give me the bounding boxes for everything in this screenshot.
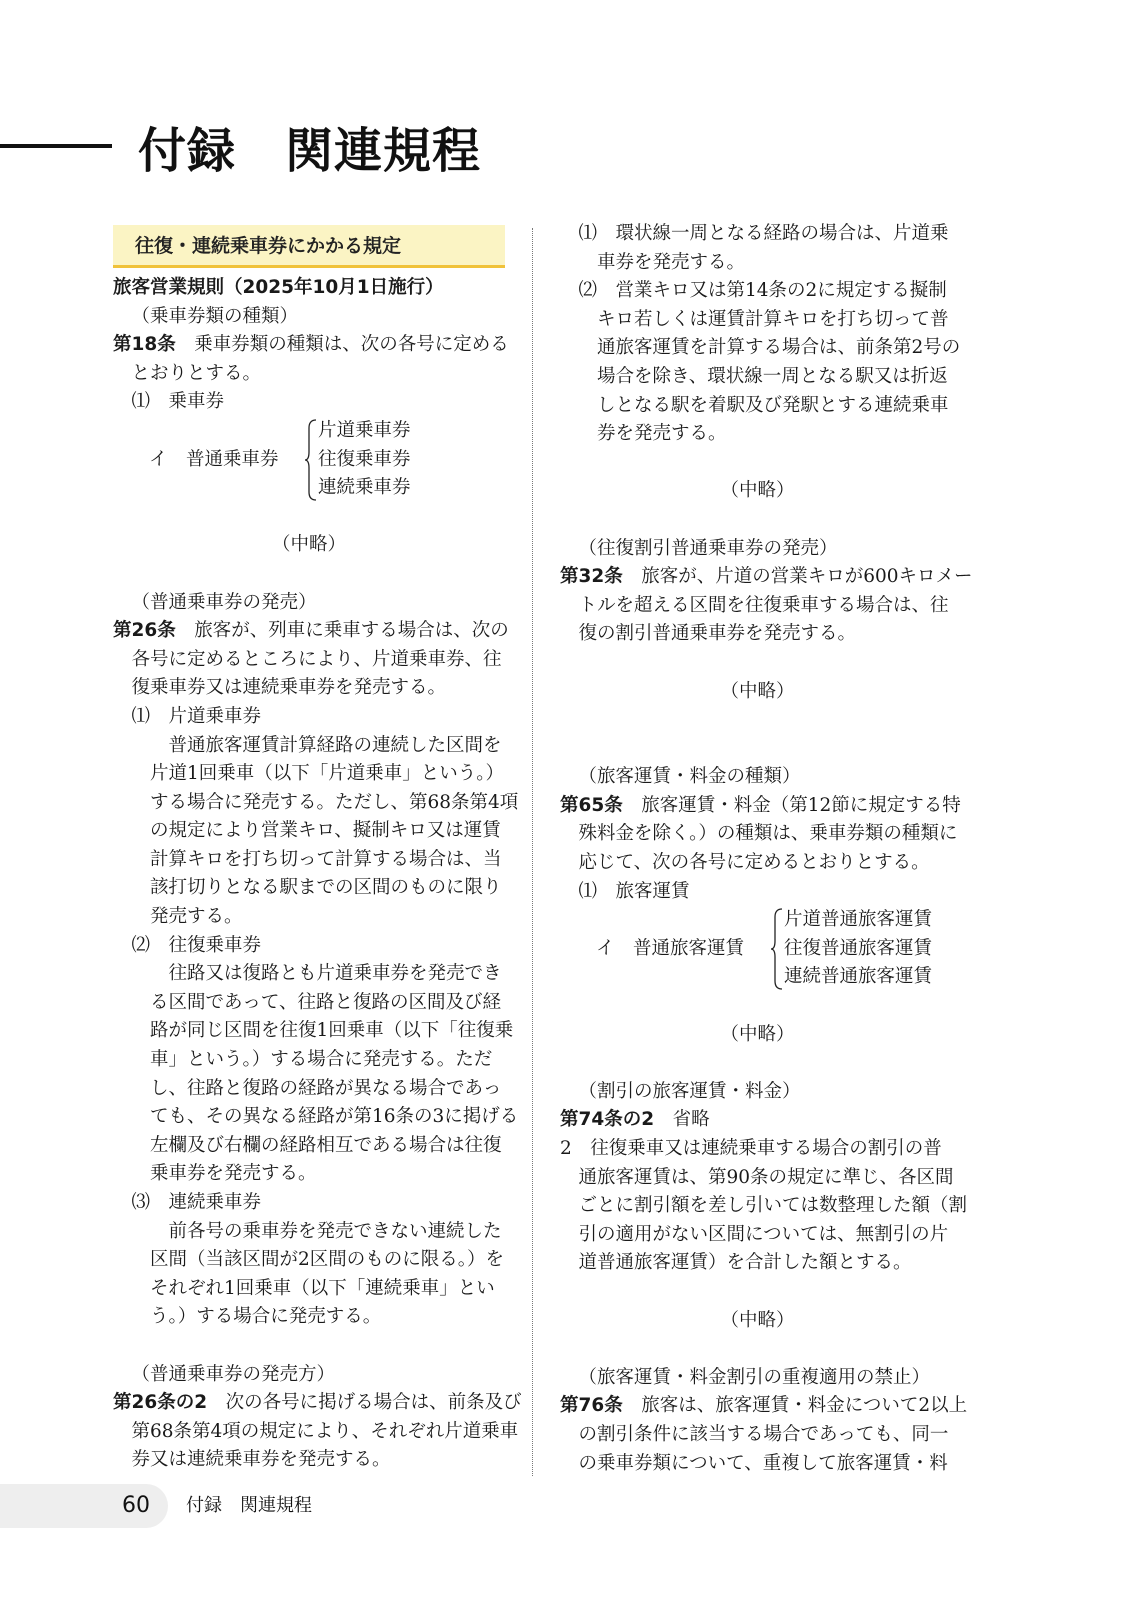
item-text: 前各号の乗車券を発売できない連続した [168, 1220, 502, 1242]
item-text: キロ若しくは運賃計算キロを打ち切って普 [597, 308, 949, 330]
article-number: 第26条の2 [113, 1392, 208, 1414]
item-title: ⑵ 往復乗車券 [131, 934, 262, 956]
brace-item: 往復普通旅客運賃 [784, 937, 933, 959]
omission-mark: （中略） [720, 680, 795, 702]
article-text: 次の各号に掲げる場合は、前条及び [207, 1392, 522, 1414]
article-text: 各号に定めるところにより、片道乗車券、往 [131, 648, 502, 670]
brace-item: 連続乗車券 [318, 477, 411, 499]
item-text: 該打切りとなる駅までの区間のものに限り [150, 877, 502, 899]
paragraph-text: 通旅客運賃は、第90条の規定に準じ、各区間 [578, 1166, 954, 1188]
article-text: 復乗車券又は連続乗車券を発売する。 [131, 677, 447, 699]
column-divider [532, 228, 533, 1476]
brace-label: イ 普通旅客運賃 [596, 937, 745, 959]
brace-label: イ 普通乗車券 [149, 448, 279, 470]
article-caption: （旅客運賃・料金の種類） [578, 766, 801, 788]
article-76 [560, 1392, 968, 1421]
article-26 [113, 617, 509, 646]
item-text: う。）する場合に発売する。 [150, 1306, 382, 1328]
article-text: 殊料金を除く。）の種類は、乗車券類の種類に [578, 823, 958, 845]
article-text: 旅客は、旅客運賃・料金について2以上 [622, 1395, 968, 1417]
article-number: 第32条 [560, 566, 623, 588]
ticket-type-brace [113, 417, 505, 503]
article-caption: （往復割引普通乗車券の発売） [578, 537, 838, 559]
section-heading: 往復・連続乗車券にかかる規定 [113, 225, 505, 268]
item-title: ⑴ 片道乗車券 [131, 705, 262, 727]
article-text: 旅客が、片道の営業キロが600キロメー [622, 566, 973, 588]
article-18 [113, 331, 509, 360]
item-text: し、往路と復路の経路が異なる場合であっ [150, 1077, 502, 1099]
item-text: ⑵ 営業キロ又は第14条の2に規定する擬制 [578, 280, 947, 302]
fare-type-brace [560, 906, 955, 992]
item-text: 路が同じ区間を往復1回乗車（以下「往復乗 [150, 1020, 514, 1042]
article-text: 乗車券類の種類は、次の各号に定める [175, 334, 509, 356]
article-text: 省略 [654, 1109, 710, 1131]
article-text: トルを超える区間を往復乗車する場合は、往 [578, 594, 949, 616]
article-text: の乗車券類について、重複して旅客運賃・料 [578, 1452, 948, 1474]
brace-list [784, 906, 932, 992]
omission-mark: （中略） [720, 480, 795, 502]
item-text: 券を発売する。 [597, 423, 727, 445]
item-text: 計算キロを打ち切って計算する場合は、当 [150, 848, 502, 870]
article-number: 第18条 [113, 334, 176, 356]
article-65 [560, 792, 961, 821]
brace-item: 片道乗車券 [318, 419, 411, 441]
item-title: ⑴ 旅客運賃 [578, 880, 690, 902]
item-text: 往路又は復路とも片道乗車券を発売でき [168, 963, 502, 985]
article-caption: （普通乗車券の発売） [131, 591, 317, 613]
brace-icon [304, 418, 318, 502]
brace-item: 連続普通旅客運賃 [784, 966, 933, 988]
article-caption: （普通乗車券の発売方） [131, 1363, 336, 1385]
article-number: 第26条 [113, 620, 176, 642]
item-text: 左欄及び右欄の経路相互である場合は往復 [150, 1134, 502, 1156]
article-text: とおりとする。 [131, 362, 262, 384]
brace-icon [770, 907, 784, 991]
right-column [560, 220, 973, 1478]
article-text: 旅客が、列車に乗車する場合は、次の [175, 620, 509, 642]
article-caption: （割引の旅客運賃・料金） [578, 1080, 801, 1102]
item-text: する場合に発売する。ただし、第68条第4項 [150, 791, 519, 813]
item-text: 車」という。）する場合に発売する。ただ [150, 1049, 493, 1071]
article-number: 第76条 [560, 1395, 623, 1417]
running-footer: 付録 関連規程 [186, 1495, 312, 1516]
item-text: る区間であって、往路と復路の区間及び経 [150, 991, 501, 1013]
item-text: 通旅客運賃を計算する場合は、前条第2号の [597, 337, 961, 359]
brace-item: 往復乗車券 [318, 448, 411, 470]
item-text: 場合を除き、環状線一周となる駅又は折返 [597, 365, 948, 387]
paragraph-text: 引の適用がない区間については、無割引の片 [578, 1223, 949, 1245]
page-number: 60 [122, 1493, 150, 1518]
article-caption: （乗車券類の種類） [131, 305, 299, 327]
regulation-source: 旅客営業規則（2025年10月1日施行） [113, 277, 444, 298]
item-text: 乗車券を発売する。 [150, 1163, 317, 1185]
item-text: の規定により営業キロ、擬制キロ又は運賃 [150, 820, 501, 842]
article-caption: （旅客運賃・料金割引の重複適用の禁止） [578, 1366, 931, 1388]
title-rule [0, 144, 112, 148]
article-32 [560, 563, 973, 592]
brace-list [318, 417, 411, 503]
brace-item: 片道普通旅客運賃 [784, 909, 933, 931]
article-text: 券又は連続乗車券を発売する。 [131, 1449, 391, 1471]
item-text: 区間（当該区間が2区間のものに限る。）を [150, 1249, 505, 1271]
paragraph-text: 2 往復乗車又は連続乗車する場合の割引の普 [560, 1138, 942, 1159]
article-number: 第65条 [560, 794, 623, 816]
item-title: ⑴ 乗車券 [131, 391, 225, 413]
item-text: 車券を発売する。 [597, 251, 746, 273]
article-number: 第74条の2 [560, 1109, 655, 1131]
article-text: 復の割引普通乗車券を発売する。 [578, 623, 857, 645]
paragraph-text: ごとに割引額を差し引いては数整理した額（割 [578, 1195, 968, 1217]
item-text: ⑴ 環状線一周となる経路の場合は、片道乗 [578, 223, 949, 244]
item-title: ⑶ 連続乗車券 [131, 1192, 262, 1213]
article-text: 応じて、次の各号に定めるとおりとする。 [578, 852, 930, 874]
omission-mark: （中略） [720, 1309, 795, 1331]
article-text: 第68条第4項の規定により、それぞれ片道乗車 [131, 1420, 519, 1442]
page-title: 付録 関連規程 [138, 123, 482, 179]
omission-mark: （中略） [720, 1023, 795, 1045]
article-74-2 [560, 1106, 955, 1135]
article-26-2 [113, 1389, 522, 1418]
left-column [113, 220, 522, 1475]
item-text: ても、その異なる経路が第16条の3に掲げる [150, 1106, 519, 1128]
paragraph-text: 道普通旅客運賃）を合計した額とする。 [578, 1252, 912, 1274]
item-text: それぞれ1回乗車（以下「連続乗車」とい [150, 1277, 495, 1299]
item-text: 発売する。 [150, 906, 243, 928]
item-text: 普通旅客運賃計算経路の連続した区間を [168, 734, 502, 756]
item-text: しとなる駅を着駅及び発駅とする連続乗車 [597, 394, 949, 416]
omission-mark: （中略） [271, 534, 346, 556]
item-text: 片道1回乗車（以下「片道乗車」という。） [150, 763, 505, 785]
article-text: の割引条件に該当する場合であっても、同一 [578, 1423, 949, 1445]
article-text: 旅客運賃・料金（第12節に規定する特 [622, 794, 961, 816]
